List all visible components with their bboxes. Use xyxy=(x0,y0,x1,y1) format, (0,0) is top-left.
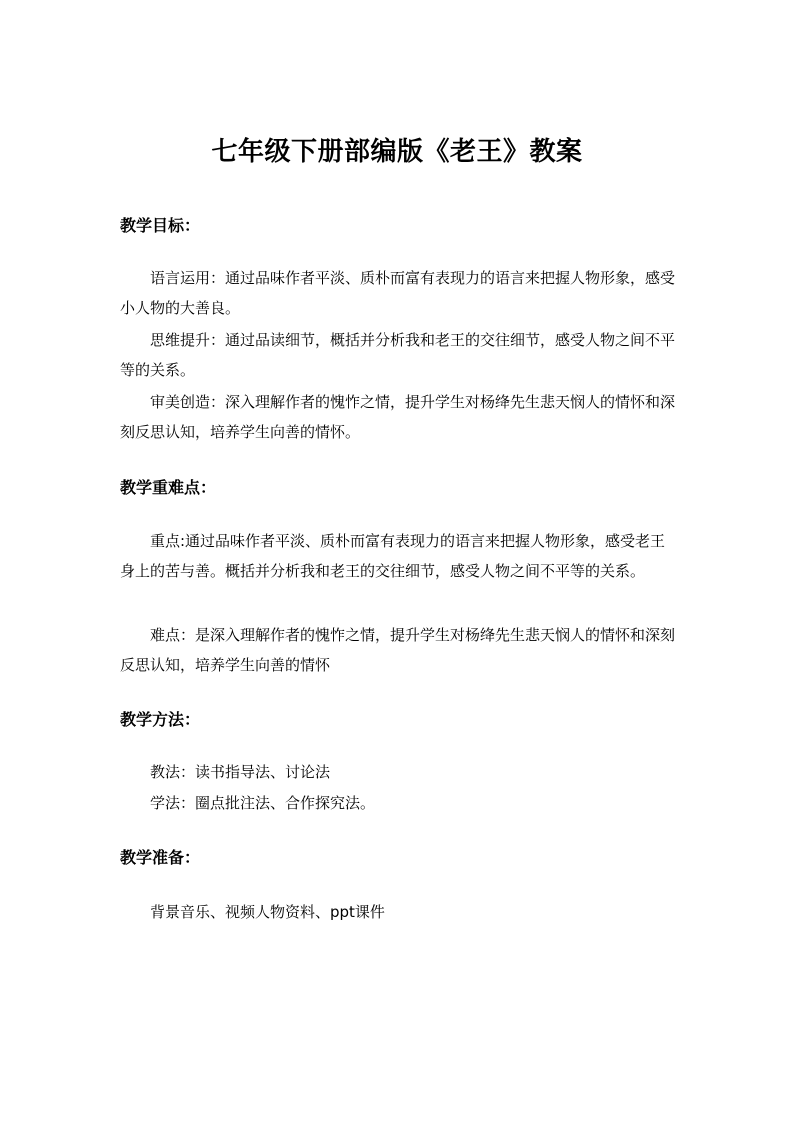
key-points-paragraph-difficulty: 难点：是深入理解作者的愧怍之情，提升学生对杨绛先生悲天悯人的情怀和深刻反思认知，培养学生向善的情怀 xyxy=(120,626,676,674)
objectives-paragraph-language: 语言运用：通过品味作者平淡、质朴而富有表现力的语言来把握人物形象，感受小人物的大善良。 xyxy=(120,269,676,317)
preparation-heading: 教学准备： xyxy=(120,848,201,867)
objectives-paragraph-thinking: 思维提升：通过品读细节，概括并分析我和老王的交往细节，感受人物之间不平等的关系。 xyxy=(120,331,676,379)
objectives-paragraph-aesthetic: 审美创造：深入理解作者的愧怍之情，提升学生对杨绛先生悲天悯人的情怀和深刻反思认知，培养学生向善的情怀。 xyxy=(120,393,676,441)
key-points-heading: 教学重难点： xyxy=(120,478,217,497)
objectives-heading: 教学目标： xyxy=(120,216,201,235)
methods-heading: 教学方法： xyxy=(120,710,201,729)
preparation-line: 背景音乐、视频人物资料、ppt课件 xyxy=(150,903,385,921)
methods-learning-line: 学法：圈点批注法、合作探究法。 xyxy=(150,794,376,812)
key-points-paragraph-focus: 重点:通过品味作者平淡、质朴而富有表现力的语言来把握人物形象，感受老王身上的苦与善。概括并分析我和老王的交往细节，感受人物之间不平等的关系。 xyxy=(120,532,666,580)
methods-teaching-line: 教法：读书指导法、讨论法 xyxy=(150,763,331,781)
document-title: 七年级下册部编版《老王》教案 xyxy=(211,137,583,167)
